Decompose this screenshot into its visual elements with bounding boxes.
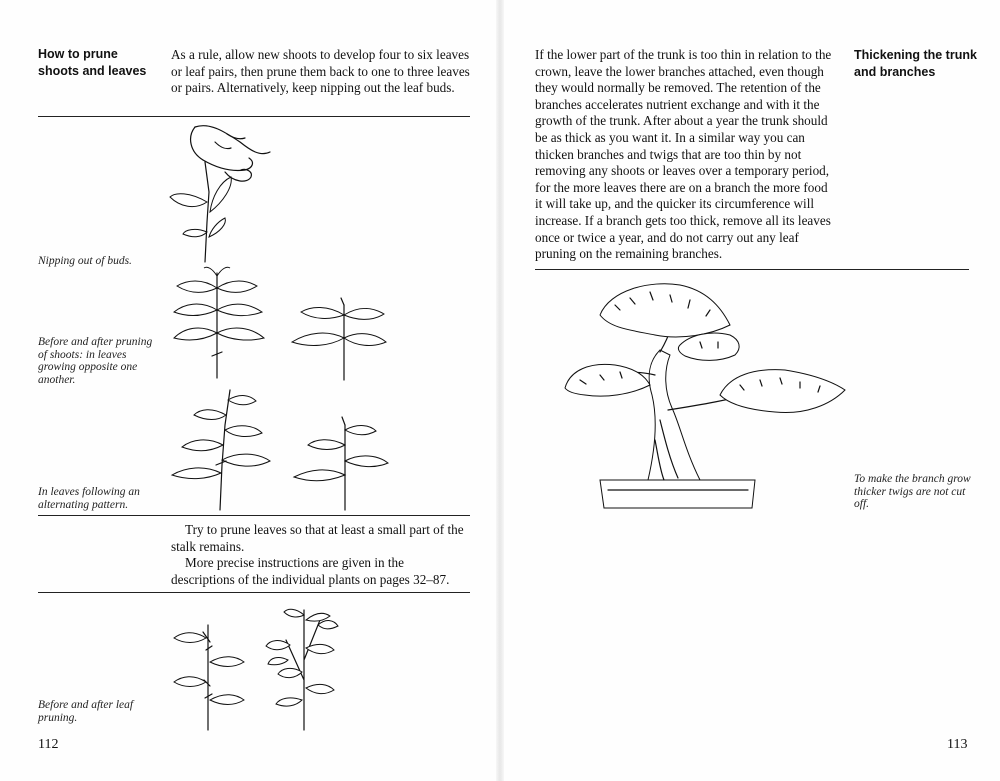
alternating-leaves-before-illustration	[170, 385, 280, 510]
leaf-pruning-after-illustration	[262, 600, 342, 730]
instructions-paragraph: More precise instructions are given in the descriptions of the individual plants on pages 32–87.	[171, 555, 450, 587]
section-heading-thickening: Thickening the trunk and branches	[854, 48, 977, 79]
caption-nipping-buds: Nipping out of buds.	[38, 255, 132, 267]
leaf-pruning-before-illustration	[170, 620, 250, 730]
right-page	[504, 0, 1000, 781]
caption-leaf-pruning: Before and after leaf pruning.	[38, 699, 134, 724]
caption-bonsai: To make the branch grow thicker twigs are not cut off.	[854, 473, 971, 511]
nipping-buds-illustration	[165, 122, 275, 267]
divider-rule	[38, 116, 470, 117]
thickening-paragraph: If the lower part of the trunk is too thin in relation to the crown, leave the lower branches attached, even though they would normally be removed. The retention of the branches accelerates nutrient exchange and with it the growth of the trunk. After about a year the trunk should be as thick as you want it. In a similar way you can thicken branches and twigs that are too thin by not removing any shoots or leaves over a temporary period, for the more leaves there are on a branch the more food it will take up, and the quicker its circumference will increase. If a branch gets too thick, remove all its leaves once or twice a year, and do not carry out any leaf pruning on the remaining branches.	[535, 47, 832, 262]
caption-alternating-leaves: In leaves following an alternating pattern.	[38, 486, 140, 511]
page-number-left: 112	[38, 737, 59, 752]
opposite-leaves-before-illustration	[172, 268, 272, 378]
section-heading-prune-shoots: How to prune shoots and leaves	[38, 47, 147, 78]
bonsai-tree-illustration	[560, 280, 850, 510]
intro-paragraph: As a rule, allow new shoots to develop four to six leaves or leaf pairs, then prune them back to one to three leaves or pairs. Alternatively, keep nipping out the leaf buds.	[171, 47, 470, 96]
page-number-right: 113	[947, 737, 968, 752]
stalk-paragraph: Try to prune leaves so that at least a small part of the stalk remains.	[171, 522, 464, 554]
alternating-leaves-after-illustration	[290, 405, 390, 510]
divider-rule	[535, 269, 969, 270]
divider-rule	[38, 515, 470, 516]
opposite-leaves-after-illustration	[286, 290, 386, 380]
left-page	[0, 0, 496, 781]
caption-opposite-leaves: Before and after pruning of shoots: in leaves growing opposite one another.	[38, 336, 153, 386]
divider-rule	[38, 592, 470, 593]
